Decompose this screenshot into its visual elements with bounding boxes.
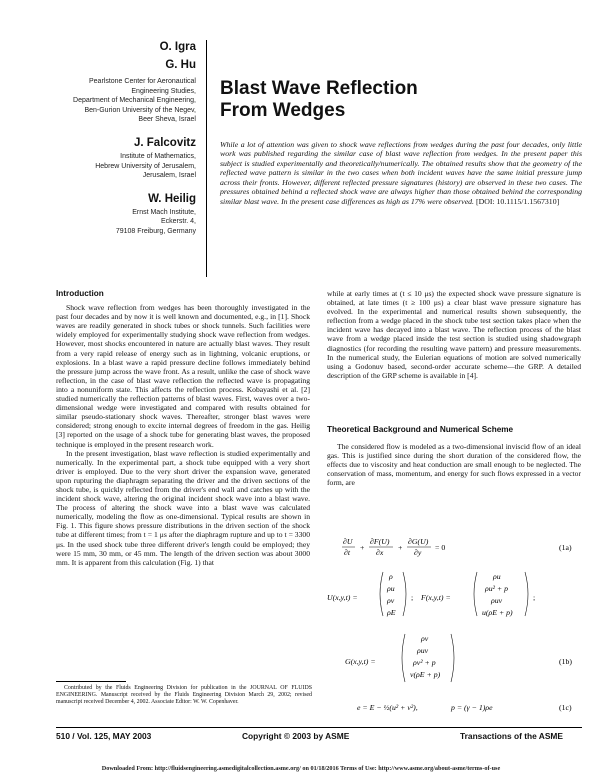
affiliation: Pearlstone Center for Aeronautical Engineering Studies, Department of Mechanical Engineering, Ben-Gurion University of the Negev, Beer Sheva, Israel — [73, 78, 196, 124]
author-name: J. Falcovitz — [134, 136, 196, 149]
paragraph: Shock wave reflection from wedges has been thoroughly investigated in the past four decades and by now it is well known and documented, e.g., in [1]. Shock waves are readily generated in shock tubes or shock tunnels. Such facilities were widely employed for experimentally studying shock wave reflection from wedges. However, most shocks encountered in nature are actually blast waves. They result from a very rapid release of energy such as in lightning, volcanic eruptions, or explosions. In a blast wave a rapid pressure decline follows immediately behind the pressure jump across the wave front. As a result, unlike the case of shock wave reflection, in the case of blast wave reflection the reflected wave is propagating into a nonuniform state. This affects the reflection process. Kobayashi et al. [2] studied numerically the reflection patterns of blast waves. First, waves over a two-dimensional wedge were investigated and compared with results obtained for similar pseudo-stationary shock waves. Thereafter, stronger blast waves were considered; strong enough to excite internal degrees of freedom in the gas. Heilig [3] reported on the usage of a shock tube for generating blast waves, the proposed technique is employed in the present research work. — [56, 303, 310, 449]
equation-1c — [357, 703, 572, 712]
footnote: Contributed by the Fluids Engineering Division for publication in the JOURNAL OF FLUIDS ENGINEERING. Manuscript received by the Fluids Engineering Division March 29, 2002; revised manuscript received December 4, 2002. Associate Editor: W. W. Copenhaver. — [56, 685, 312, 706]
svg-text:ρuv: ρuv — [417, 646, 429, 655]
svg-text:p = (γ − 1)ρe: p = (γ − 1)ρe — [451, 703, 493, 712]
svg-text:ρv: ρv — [387, 596, 395, 605]
svg-text:u(ρE + p): u(ρE + p) — [482, 608, 513, 617]
footer-rule — [56, 727, 582, 728]
footer-left: 510 / Vol. 125, MAY 2003 — [56, 731, 152, 741]
svg-text:∂x: ∂x — [376, 548, 384, 557]
download-notice[interactable]: Downloaded From: http://fluidsengineering.asmedigitalcollection.asme.org/ on 01/18/2016 Terms of Use: http://www.asme.org/about-asme/terms-of-use — [101, 765, 501, 772]
author-hu — [20, 58, 196, 125]
author-heilig — [20, 192, 196, 237]
author-falcovitz — [20, 136, 196, 181]
svg-text:ρv: ρv — [421, 634, 429, 643]
svg-text:∂y: ∂y — [414, 548, 422, 557]
equation-1b — [345, 634, 572, 682]
svg-text:∂t: ∂t — [344, 548, 351, 557]
svg-text:∂F(U): ∂F(U) — [370, 537, 390, 546]
footnote-rule — [56, 681, 126, 682]
svg-text:e = E − ½(u² + v²),: e = E − ½(u² + v²), — [357, 703, 418, 712]
svg-text:ρuv: ρuv — [491, 596, 503, 605]
svg-text:v(ρE + p): v(ρE + p) — [410, 670, 441, 679]
svg-text:F(x,y,t) =: F(x,y,t) = — [421, 593, 451, 602]
paragraph: In the present investigation, blast wave reflection is studied experimentally and numerically. In the experimental part, a shock tube equipped with a very short driver is employed. Due to the very short driver the expansion wave, generated upon rupturing the diaphragm separating the driver and the driven sections of the shock tube, is quickly reflected from the driver's end wall and catches up with the incident shock wave, altering the original incident shock wave into a blast wave. The process of altering the shock wave into a blast wave was calculated numerically, modeling the flow as one-dimensional. Typical results are shown in Fig. 1. This figure shows pressure distributions in the driven section of the shock tube at different times; from t = 1 μs after the diaphragm rupture and up to t = 3300 μs. In the used shock tube three different driver's length could be employed; they were 15 mm, 30 mm, or 45 mm. The length of the driven section was about 3000 mm. It is apparent from this calculation (Fig. 1) that — [56, 448, 310, 567]
svg-text:G(x,y,t) =: G(x,y,t) = — [345, 657, 376, 666]
equation-number: (1a) — [559, 543, 572, 552]
svg-text:+: + — [360, 543, 365, 552]
right-column — [327, 289, 581, 380]
svg-text:+: + — [398, 543, 403, 552]
equations — [327, 532, 583, 722]
footer-right: Transactions of the ASME — [460, 731, 563, 741]
paragraph: The considered flow is modeled as a two-dimensional inviscid flow of an ideal gas. This is justified since during the short duration of the considered flow, the effects due to viscosity and heat conduction are small enough to be neglected. The conservation of mass, momentum, and energy for such flows expressed in a vector form, are — [327, 442, 581, 488]
footer-center: Copyright © 2003 by ASME — [242, 731, 350, 741]
affiliation: Institute of Mathematics, Hebrew University of Jerusalem, Jerusalem, Israel — [95, 152, 196, 180]
equation-1a — [342, 537, 572, 557]
svg-text:ρv² + p: ρv² + p — [413, 658, 436, 667]
author-igra — [20, 40, 196, 54]
svg-text:ρ: ρ — [389, 572, 393, 581]
equation-number: (1b) — [559, 657, 572, 666]
author-name: W. Heilig — [148, 192, 196, 205]
svg-text:U(x,y,t) =: U(x,y,t) = — [327, 593, 358, 602]
svg-text:ρu: ρu — [387, 584, 395, 593]
author-name: G. Hu — [165, 59, 196, 71]
svg-text:;: ; — [533, 593, 536, 602]
svg-text:ρu² + p: ρu² + p — [485, 584, 509, 593]
svg-text:ρu: ρu — [493, 572, 501, 581]
abstract-text: While a lot of attention was given to shock wave reflections from wedges during the past four decades, only little work was published regarding the similar case of blast wave reflection from wedges. In the present paper this subject is studied experimentally and theoretically/numerically. The obtained results show that the geometry of the reflected wave pattern is similar in the two cases when both incident waves have the same initial pressure jump across their fronts. However, different reflected pressure signatures (history) are observed in these two cases. The pressures obtained behind a reflected shock wave are always higher than those obtained behind the corresponding similar blast wave. In the present case differences as high as 17% were observed. — [220, 140, 582, 206]
left-column — [56, 289, 310, 567]
affiliation: Ernst Mach Institute, Eckerstr. 4, 79108 Freiburg, Germany — [115, 208, 196, 235]
section-heading-theory: Theoretical Background and Numerical Scheme — [327, 425, 514, 434]
theory-section — [327, 425, 581, 488]
paragraph: while at early times at (t ≤ 10 μs) the expected shock wave pressure signature is obtained, at late times (t ≥ 100 μs) a clear blast wave pressure signature has evolved. In the experimental and numerical results shown subsequently, the reflection from a wedge placed in the shock tube test section takes place when the incident wave has decayed into a blast wave. The reflection process of the blast wave from a wedge placed inside the test section is studied using shadowgraph diagnostics (for recording the resulting wave pattern) and pressure measurements. In the numerical study, the Eulerian equations of motion are solved numerically using a Godonuv based, second-order accurate scheme—the GRP. A detailed description of the GRP scheme is available in [4]. — [327, 289, 581, 380]
author-name: O. Igra — [159, 41, 196, 53]
paper-title: Blast Wave Reflection From Wedges — [220, 78, 418, 121]
author-column — [20, 40, 196, 237]
section-heading-introduction: Introduction — [56, 289, 104, 298]
svg-text:= 0: = 0 — [435, 543, 446, 552]
abstract — [220, 140, 582, 206]
svg-text:;: ; — [411, 593, 414, 602]
author-divider — [206, 40, 207, 277]
svg-text:∂U: ∂U — [343, 537, 353, 546]
svg-text:ρE: ρE — [387, 608, 396, 617]
equation-number: (1c) — [559, 703, 572, 712]
svg-text:∂G(U): ∂G(U) — [408, 537, 429, 546]
equation-vectors-UF — [327, 572, 535, 617]
doi[interactable]: [DOI: 10.1115/1.1567310] — [475, 196, 560, 206]
